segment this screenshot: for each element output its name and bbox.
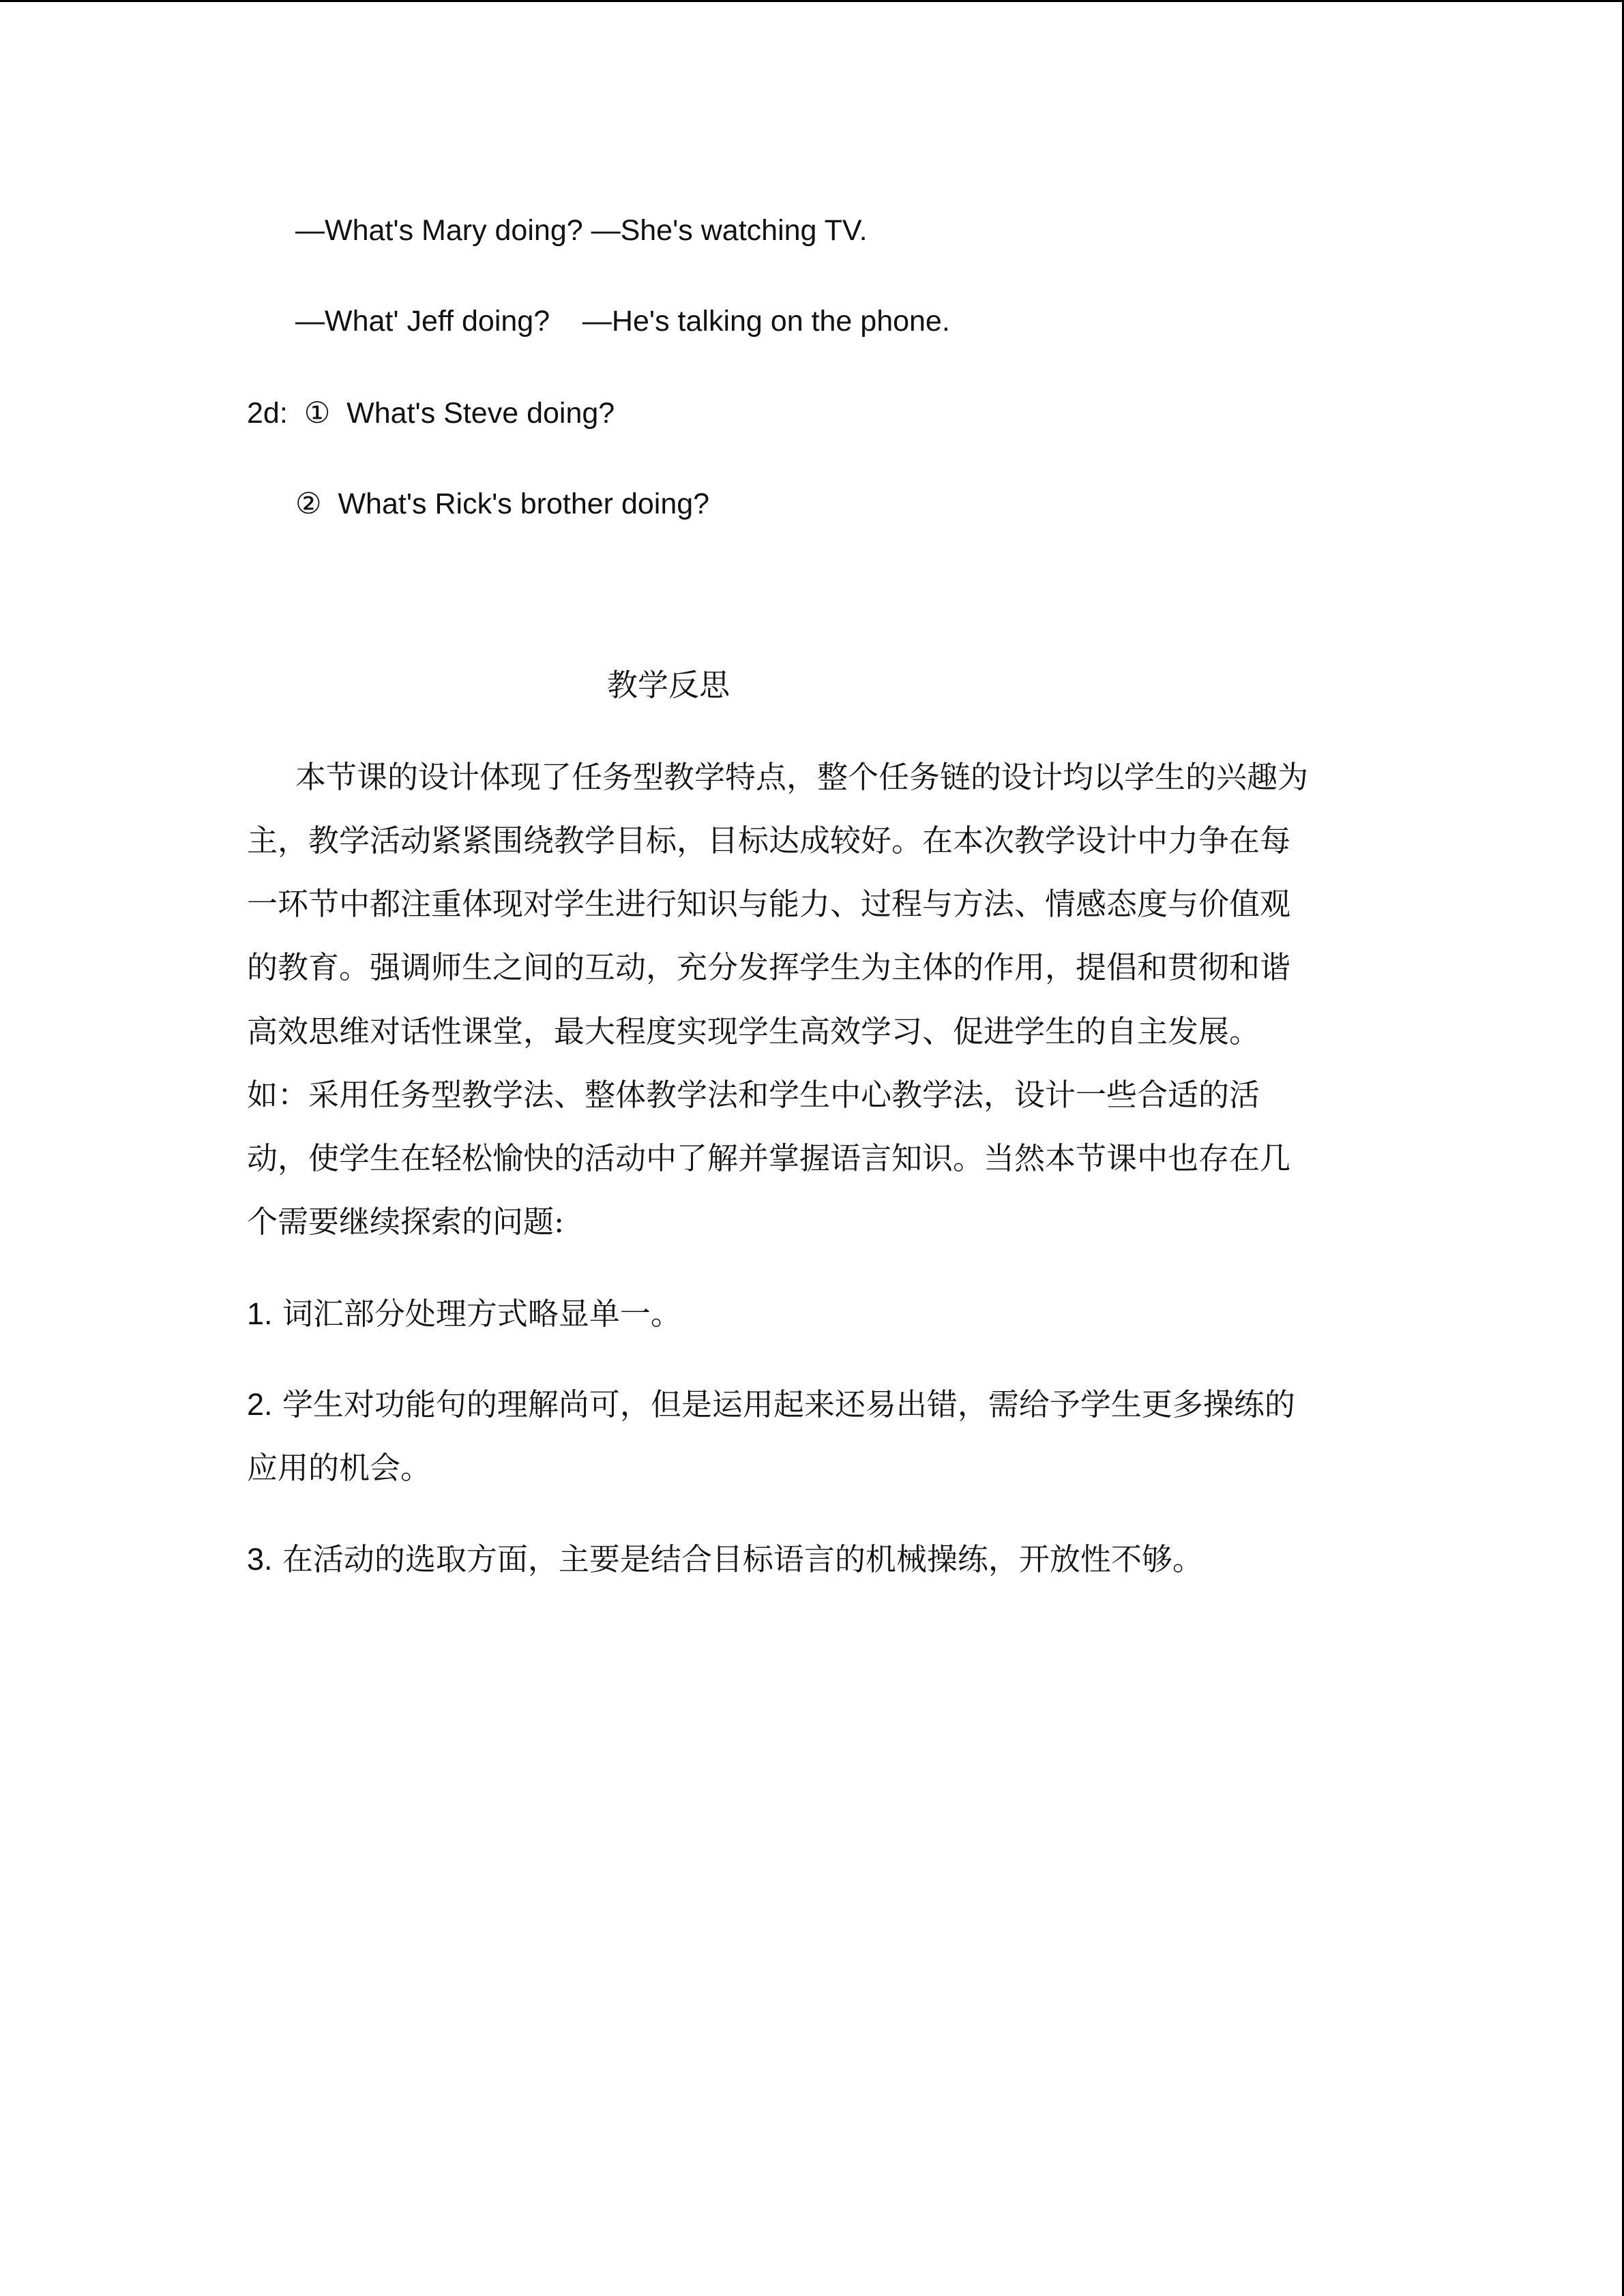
reflection-heading: 教学反思 [607,667,730,703]
section-2d-label: 2d: [247,397,288,430]
paragraph-line: 主，教学活动紧紧围绕教学目标，目标达成较好。在本次教学设计中力争在每 [247,822,1291,859]
list-item-number: 1. [247,1296,273,1331]
paragraph-line: 如：采用任务型教学法、整体教学法和学生中心教学法，设计一些合适的活 [247,1077,1260,1113]
paragraph-line: 本节课的设计体现了任务型教学特点，整个任务链的设计均以学生的兴趣为 [295,759,1309,795]
list-item-text: 学生对功能句的理解尚可，但是运用起来还易出错，需给予学生更多操练的 [282,1386,1295,1422]
dialogue-line-1: —What's Mary doing? —She's watching TV. [295,214,868,247]
paragraph-line: 高效思维对话性课堂，最大程度实现学生高效学习、促进学生的自主发展。 [247,1013,1260,1049]
page-top-border [0,0,1624,2]
list-item-text: 在活动的选取方面，主要是结合目标语言的机械操练，开放性不够。 [282,1541,1203,1577]
question-1-marker: ① [304,397,331,430]
dialogue-line-2: —What' Jeff doing? —He's talking on the phone. [295,305,950,338]
paragraph-line: 动，使学生在轻松愉快的活动中了解并掌握语言知识。当然本节课中也存在几 [247,1140,1291,1176]
list-item-1 [247,1296,681,1332]
question-1-text: What's Steve doing? [346,397,615,430]
paragraph-line: 个需要继续探索的问题: [247,1204,565,1240]
paragraph-line: 一环节中都注重体现对学生进行知识与能力、过程与方法、情感态度与价值观 [247,886,1291,922]
section-2d-question-2 [295,490,709,519]
question-2-marker: ② [295,488,322,520]
list-item-2 [247,1386,1295,1422]
list-item-2-continuation: 应用的机会。 [247,1450,432,1486]
list-item-text: 词汇部分处理方式略显单一。 [282,1296,681,1332]
list-item-number: 2. [247,1387,273,1422]
list-item-number: 3. [247,1542,273,1577]
question-2-text: What's Rick's brother doing? [338,488,710,520]
list-item-3 [247,1541,1203,1577]
section-2d-question-1 [247,399,615,428]
paragraph-line: 的教育。强调师生之间的互动，充分发挥学生为主体的作用，提倡和贯彻和谐 [247,949,1291,985]
